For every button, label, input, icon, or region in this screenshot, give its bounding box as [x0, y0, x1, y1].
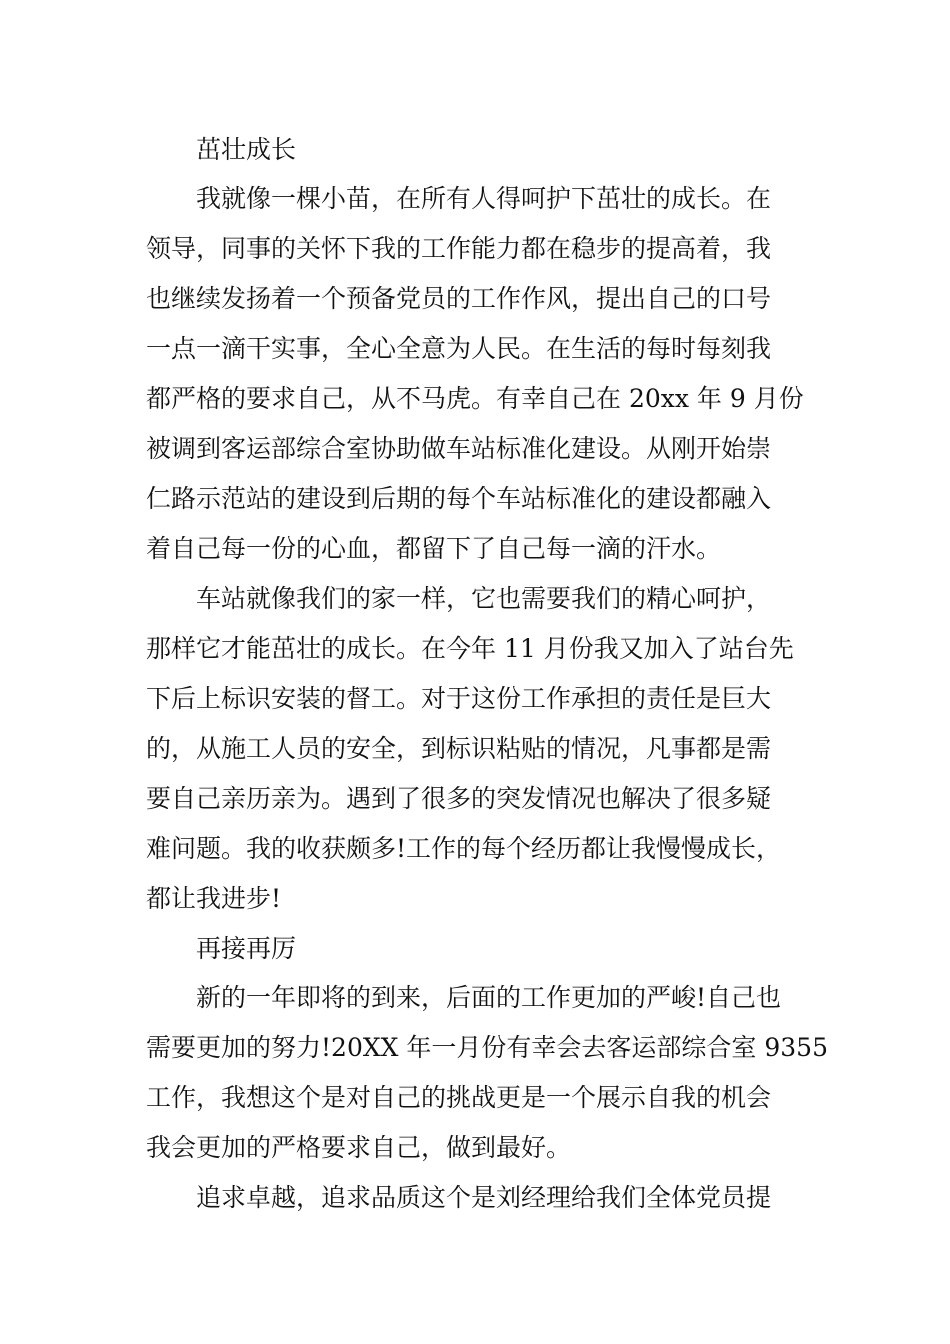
text-line: 车站就像我们的家一样，它也需要我们的精心呵护， [196, 584, 772, 613]
text-line: 要自己亲历亲为。遇到了很多的突发情况也解决了很多疑 [146, 784, 772, 813]
text-line: 那样它才能茁壮的成长。在今年 11 月份我又加入了站台先 [146, 634, 794, 663]
text-line: 都让我进步! [146, 884, 282, 913]
section-heading-growth: 茁壮成长 [196, 135, 297, 164]
text-line: 工作，我想这个是对自己的挑战更是一个展示自我的机会 [146, 1083, 772, 1112]
text-line: 一点一滴干实事，全心全意为人民。在生活的每时每刻我 [146, 334, 772, 363]
text-line: 被调到客运部综合室协助做车站标准化建设。从刚开始崇 [146, 434, 772, 463]
text-line: 的，从施工人员的安全，到标识粘贴的情况，凡事都是需 [146, 734, 772, 763]
text-line: 我会更加的严格要求自己，做到最好。 [146, 1133, 572, 1162]
text-line: 需要更加的努力!20XX 年一月份有幸会去客运部综合室 9355 [146, 1033, 828, 1062]
text-line: 难问题。我的收获颇多!工作的每个经历都让我慢慢成长， [146, 834, 782, 863]
text-line: 下后上标识安装的督工。对于这份工作承担的责任是巨大 [146, 684, 772, 713]
text-line: 都严格的要求自己，从不马虎。有幸自己在 20xx 年 9 月份 [146, 384, 804, 413]
text-line: 领导，同事的关怀下我的工作能力都在稳步的提高着，我 [146, 234, 772, 263]
text-line: 着自己每一份的心血，都留下了自己每一滴的汗水。 [146, 534, 722, 563]
text-line: 我就像一棵小苗，在所有人得呵护下茁壮的成长。在 [196, 184, 772, 213]
text-line: 追求卓越，追求品质这个是刘经理给我们全体党员提 [196, 1183, 772, 1212]
text-line: 也继续发扬着一个预备党员的工作作风，提出自己的口号 [146, 284, 772, 313]
section-heading-keep-going: 再接再厉 [196, 934, 297, 963]
text-line: 仁路示范站的建设到后期的每个车站标准化的建设都融入 [146, 484, 772, 513]
text-line: 新的一年即将的到来，后面的工作更加的严峻!自己也 [196, 983, 782, 1012]
